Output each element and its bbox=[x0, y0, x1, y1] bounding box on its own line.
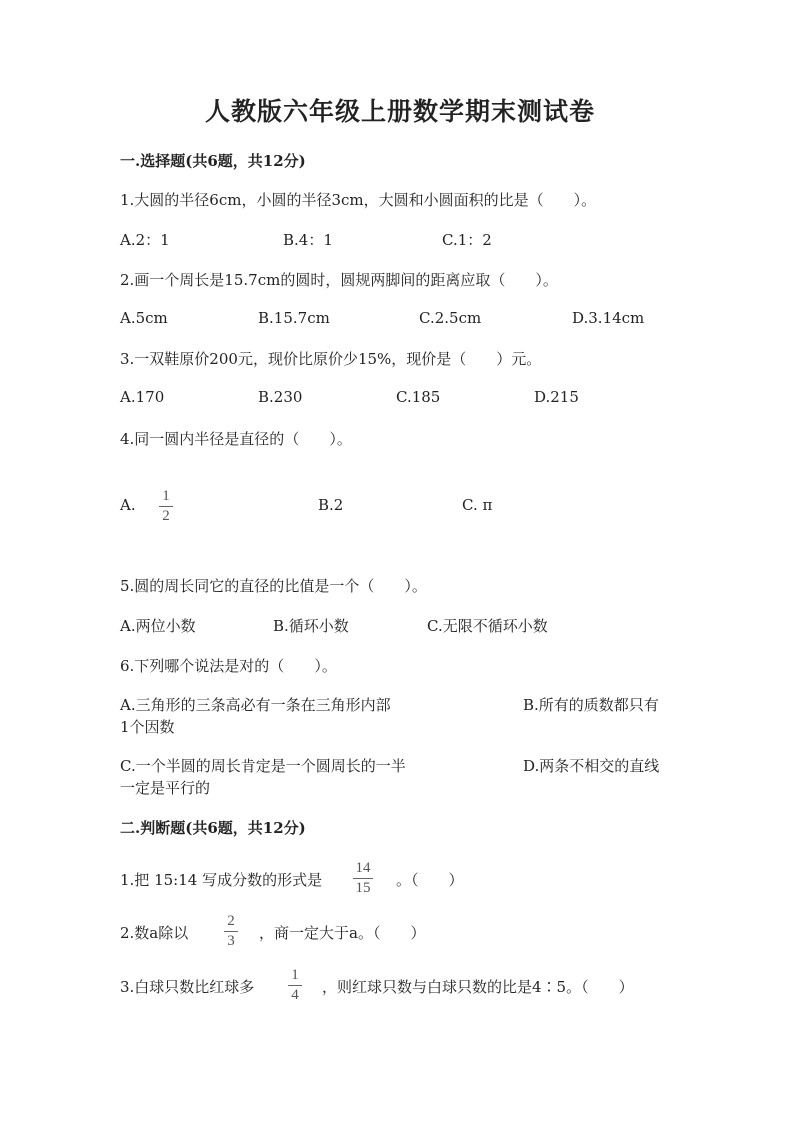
q6-option-d-line1: D.两条不相交的直线 bbox=[523, 757, 660, 775]
q4-option-a-fraction bbox=[159, 489, 173, 524]
fraction-bar bbox=[159, 506, 173, 507]
q2-option-d: D.3.14cm bbox=[572, 309, 645, 327]
judge-2-fraction bbox=[224, 914, 238, 949]
judge-3-suffix: ，则红球只数与白球只数的比是4∶5。（ ） bbox=[322, 978, 634, 996]
q4-option-b: B.2 bbox=[318, 496, 344, 514]
q3-option-d: D.215 bbox=[534, 388, 579, 406]
q5-option-a: A.两位小数 bbox=[120, 617, 196, 635]
q6-option-d-line2: 一定是平行的 bbox=[120, 779, 211, 797]
q6-option-a: A.三角形的三条高必有一条在三角形内部 bbox=[120, 696, 391, 714]
fraction-numerator: 1 bbox=[291, 967, 299, 983]
q6-option-b-line2: 1个因数 bbox=[120, 718, 175, 736]
q5-option-b: B.循环小数 bbox=[273, 617, 349, 635]
fraction-numerator: 1 bbox=[162, 488, 170, 504]
q2-option-a: A.5cm bbox=[120, 309, 168, 327]
q2-option-b: B.15.7cm bbox=[258, 309, 330, 327]
fraction-bar bbox=[288, 985, 302, 986]
fraction-bar bbox=[353, 878, 373, 879]
q5-option-c: C.无限不循环小数 bbox=[427, 617, 548, 635]
q1-option-b: B.4：1 bbox=[283, 231, 333, 249]
judge-3-fraction bbox=[288, 968, 302, 1003]
q6-option-c: C.一个半圆的周长肯定是一个圆周长的一半 bbox=[120, 757, 406, 775]
fraction-numerator: 14 bbox=[355, 860, 371, 876]
section-heading-judge: 二.判断题(共6题，共12分) bbox=[120, 819, 306, 837]
judge-1-text: 1.把 15:14 写成分数的形式是 bbox=[120, 871, 323, 889]
q3-option-a: A.170 bbox=[120, 388, 165, 406]
question-4-text: 4.同一圆内半径是直径的（ ）。 bbox=[120, 430, 352, 448]
q1-option-a: A.2：1 bbox=[120, 231, 170, 249]
judge-1-suffix: 。（ ） bbox=[396, 871, 464, 889]
question-5-text: 5.圆的周长同它的直径的比值是一个（ ）。 bbox=[120, 577, 427, 595]
fraction-denominator: 2 bbox=[162, 508, 170, 524]
q4-option-c: C. π bbox=[462, 496, 493, 514]
question-1-text: 1.大圆的半径6cm，小圆的半径3cm，大圆和小圆面积的比是（ ）。 bbox=[120, 191, 597, 209]
fraction-denominator: 15 bbox=[355, 880, 371, 896]
fraction-bar bbox=[224, 931, 238, 932]
judge-2-text: 2.数a除以 bbox=[120, 924, 189, 942]
question-3-text: 3.一双鞋原价200元，现价比原价少15%，现价是（ ）元。 bbox=[120, 350, 542, 368]
judge-1-fraction bbox=[353, 861, 373, 896]
fraction-numerator: 2 bbox=[227, 913, 235, 929]
question-6-text: 6.下列哪个说法是对的（ ）。 bbox=[120, 657, 337, 675]
judge-2-suffix: ，商一定大于a。（ ） bbox=[259, 924, 426, 942]
q2-option-c: C.2.5cm bbox=[419, 309, 482, 327]
q3-option-c: C.185 bbox=[396, 388, 441, 406]
judge-3-text: 3.白球只数比红球多 bbox=[120, 978, 255, 996]
page-title: 人教版六年级上册数学期末测试卷 bbox=[204, 97, 595, 126]
question-2-text: 2.画一个周长是15.7cm的圆时，圆规两脚间的距离应取（ ）。 bbox=[120, 271, 558, 289]
fraction-denominator: 3 bbox=[227, 933, 235, 949]
section-heading-choice: 一.选择题(共6题，共12分) bbox=[120, 152, 306, 170]
q3-option-b: B.230 bbox=[258, 388, 303, 406]
q4-option-a: A. bbox=[120, 496, 136, 514]
q1-option-c: C.1：2 bbox=[442, 231, 492, 249]
fraction-denominator: 4 bbox=[291, 987, 299, 1003]
q6-option-b-line1: B.所有的质数都只有 bbox=[523, 696, 659, 714]
